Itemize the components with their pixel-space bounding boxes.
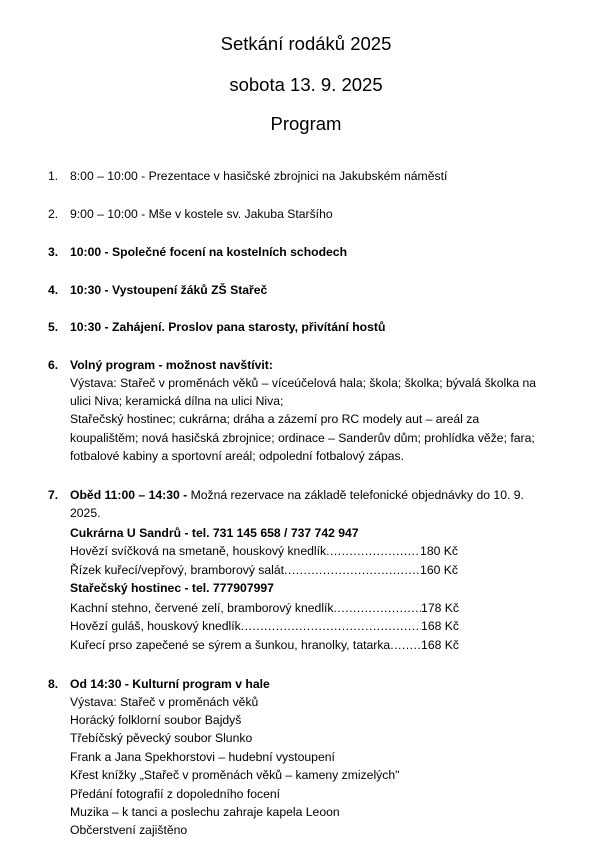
dish-name: Hovězí guláš, houskový knedlík bbox=[70, 619, 241, 633]
menu-item bbox=[70, 599, 459, 617]
item-heading: Oběd 11:00 – 14:30 - bbox=[70, 488, 188, 502]
culture-program-line: Třebíčský pěvecký soubor Slunko bbox=[70, 731, 253, 745]
culture-program-line: Křest knížky „Stařeč v proměnách věků – kameny zmizelých" bbox=[70, 768, 400, 782]
dish-price: 178 Kč bbox=[421, 601, 459, 615]
dish-name: Kuřecí prso zapečené se sýrem a šunkou, hranolky, tatarka bbox=[70, 638, 391, 652]
item-time: 8:00 – 10:00 - bbox=[70, 169, 146, 183]
culture-program-line: Výstava: Stařeč v proměnách věků bbox=[70, 695, 259, 709]
item-heading: Od 14:30 - Kulturní program v hale bbox=[70, 677, 270, 691]
item-number: 3. bbox=[48, 245, 59, 259]
item-time: 10:00 - bbox=[70, 245, 109, 259]
free-program-line: Stařečský hostinec; cukrárna; dráha a zázemí pro RC modely aut – areál za bbox=[70, 412, 480, 426]
lunch-text-continued: 2025. bbox=[70, 506, 101, 520]
dot-leader bbox=[284, 561, 420, 579]
menu-item bbox=[70, 542, 458, 560]
menu-item bbox=[70, 617, 459, 635]
menu-item bbox=[70, 561, 458, 579]
culture-program-line: Horácký folklorní soubor Bajdyš bbox=[70, 713, 242, 727]
dish-name: Řízek kuřecí/vepřový, bramborový salát bbox=[70, 563, 285, 577]
culture-program-line: Muzika – k tanci a poslechu zahraje kapela Leoon bbox=[70, 805, 340, 819]
item-number: 6. bbox=[48, 358, 59, 372]
culture-program-line: Předání fotografií z dopoledního focení bbox=[70, 787, 281, 801]
item-time: 10:30 - bbox=[70, 320, 109, 334]
free-program-line: koupalištěm; nová hasičská zbrojnice; ordinace – Sanderův dům; prohlídka věže; fara; bbox=[70, 431, 535, 445]
event-title: Setkání rodáků 2025 bbox=[220, 33, 392, 54]
dot-leader bbox=[334, 599, 422, 617]
menu-item bbox=[70, 636, 459, 654]
culture-program-line: Frank a Jana Spekhorstovi – hudební vystoupení bbox=[70, 750, 335, 764]
dish-price: 168 Kč bbox=[421, 638, 459, 652]
dot-leader bbox=[241, 617, 421, 635]
item-number: 8. bbox=[48, 677, 59, 691]
dish-price: 168 Kč bbox=[421, 619, 459, 633]
program-heading: Program bbox=[270, 113, 342, 134]
event-date: sobota 13. 9. 2025 bbox=[229, 74, 383, 95]
free-program-line: fotbalové kabiny a sportovní areál; odpolední fotbalový zápas. bbox=[70, 449, 405, 463]
culture-program-line: Občerstvení zajištěno bbox=[70, 823, 188, 837]
venue-cukrarna: Cukrárna U Sandrů - tel. 731 145 658 / 737 742 947 bbox=[70, 526, 359, 540]
item-time: 9:00 – 10:00 - bbox=[70, 207, 146, 221]
item-number: 2. bbox=[48, 207, 59, 221]
item-text: Možná rezervace na základě telefonické objednávky do 10. 9. bbox=[190, 488, 524, 502]
dish-price: 160 Kč bbox=[420, 563, 458, 577]
dish-name: Hovězí svíčková na smetaně, houskový knedlík bbox=[70, 544, 327, 558]
dish-price: 180 Kč bbox=[420, 544, 458, 558]
item-number: 7. bbox=[48, 488, 59, 502]
dot-leader bbox=[326, 542, 420, 560]
item-text: Společné focení na kostelních schodech bbox=[112, 245, 348, 259]
item-time: 10:30 - bbox=[70, 283, 109, 297]
item-text: Vystoupení žáků ZŠ Stařeč bbox=[112, 283, 268, 297]
dish-name: Kachní stehno, červené zelí, bramborový knedlík bbox=[70, 601, 334, 615]
item-number: 1. bbox=[48, 169, 59, 183]
item-text: Zahájení. Proslov pana starosty, přivítání hostů bbox=[112, 320, 386, 334]
dot-leader bbox=[390, 636, 421, 654]
free-program-line: Výstava: Stařeč v proměnách věků – víceúčelová hala; škola; školka; bývalá školka na bbox=[70, 376, 537, 390]
item-number: 4. bbox=[48, 283, 59, 297]
item-heading: Volný program - možnost navštívit: bbox=[70, 358, 273, 372]
free-program-line: ulici Niva; keramická dílna na ulici Niva; bbox=[70, 394, 284, 408]
item-number: 5. bbox=[48, 320, 59, 334]
item-text: Prezentace v hasičské zbrojnici na Jakubském náměstí bbox=[148, 169, 448, 183]
venue-hostinec: Stařečský hostinec - tel. 777907997 bbox=[70, 581, 274, 595]
item-text: Mše v kostele sv. Jakuba Staršího bbox=[148, 207, 333, 221]
